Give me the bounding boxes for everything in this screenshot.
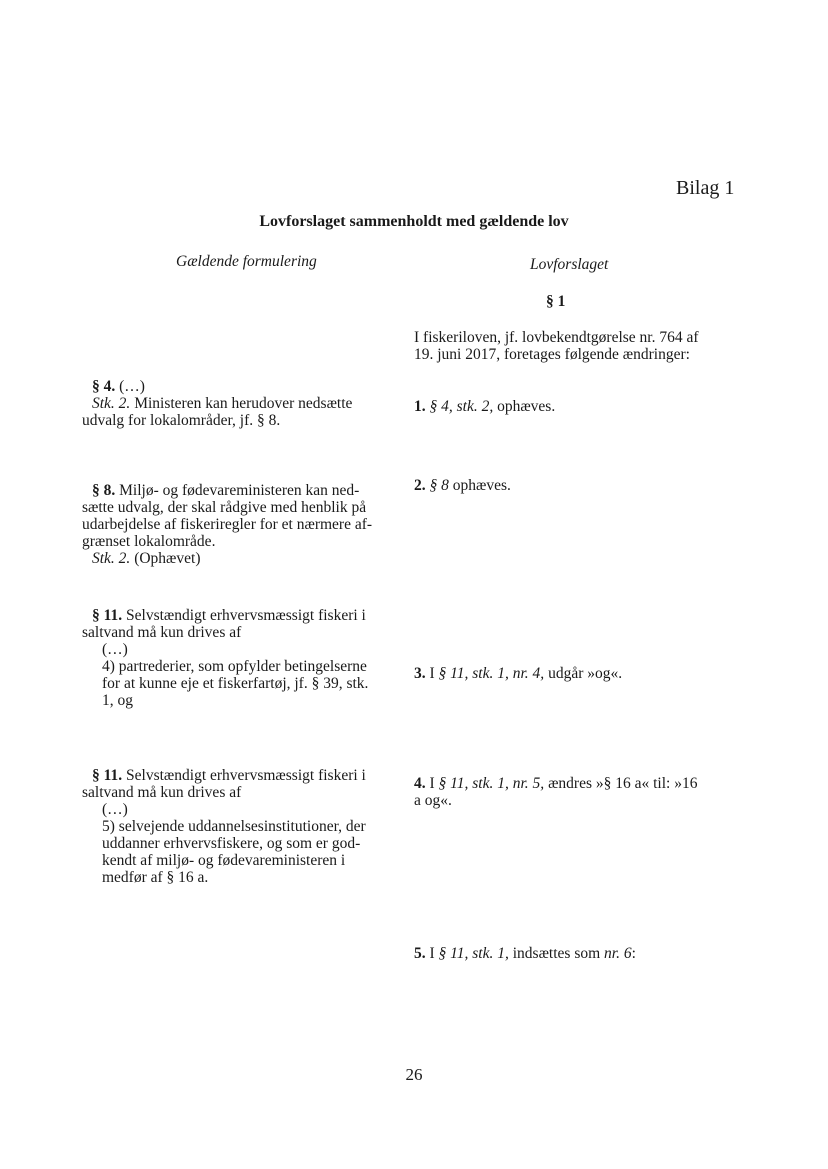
document-title: Lovforslaget sammenholdt med gældende lov [259, 213, 569, 230]
column-heading-current: Gældende formulering [176, 253, 317, 270]
current-paragraph-4: § 4. (…) Stk. 2. Ministeren kan herudover nedsætte udvalg for lokalområder, jf. § 8. [82, 378, 353, 429]
section-heading: § 1 [546, 293, 566, 310]
intro-text: I fiskeriloven, jf. lovbekendtgørelse nr. 764 af 19. juni 2017, foretages følgende ændringer: [414, 329, 699, 363]
amendment-3: 3. I § 11, stk. 1, nr. 4, udgår »og«. [414, 665, 623, 682]
amendment-2: 2. § 8 ophæves. [414, 477, 511, 494]
amendment-1: 1. § 4, stk. 2, ophæves. [414, 398, 556, 415]
current-paragraph-8: § 8. Miljø- og fødevareministeren kan ned- sætte udvalg, der skal rådgive med henblik på udarbejdelse af fiskeriregler for et nærmere af- grænset lokalområde. Stk. 2. (Ophævet) [82, 482, 373, 567]
appendix-label: Bilag 1 [676, 177, 735, 199]
amendment-5: 5. I § 11, stk. 1, indsættes som nr. 6: [414, 945, 636, 962]
current-paragraph-11-nr5: § 11. Selvstændigt erhvervsmæssigt fiskeri i saltvand må kun drives af (…) 5) selvejende uddannelsesinstitutioner, der uddanner erhvervsfiskere, og som er god- kendt af miljø- og fødevareministeren i medfør af § 16 a. [82, 767, 366, 886]
amendment-4: 4. I § 11, stk. 1, nr. 5, ændres »§ 16 a« til: »16 a og«. [414, 775, 698, 809]
current-paragraph-11-nr4: § 11. Selvstændigt erhvervsmæssigt fiskeri i saltvand må kun drives af (…) 4) partrederier, som opfylder betingelserne for at kunne eje et fiskerfartøj, jf. § 39, stk. 1, og [82, 607, 369, 709]
page-number: 26 [405, 1065, 423, 1084]
column-heading-proposal: Lovforslaget [530, 256, 609, 273]
